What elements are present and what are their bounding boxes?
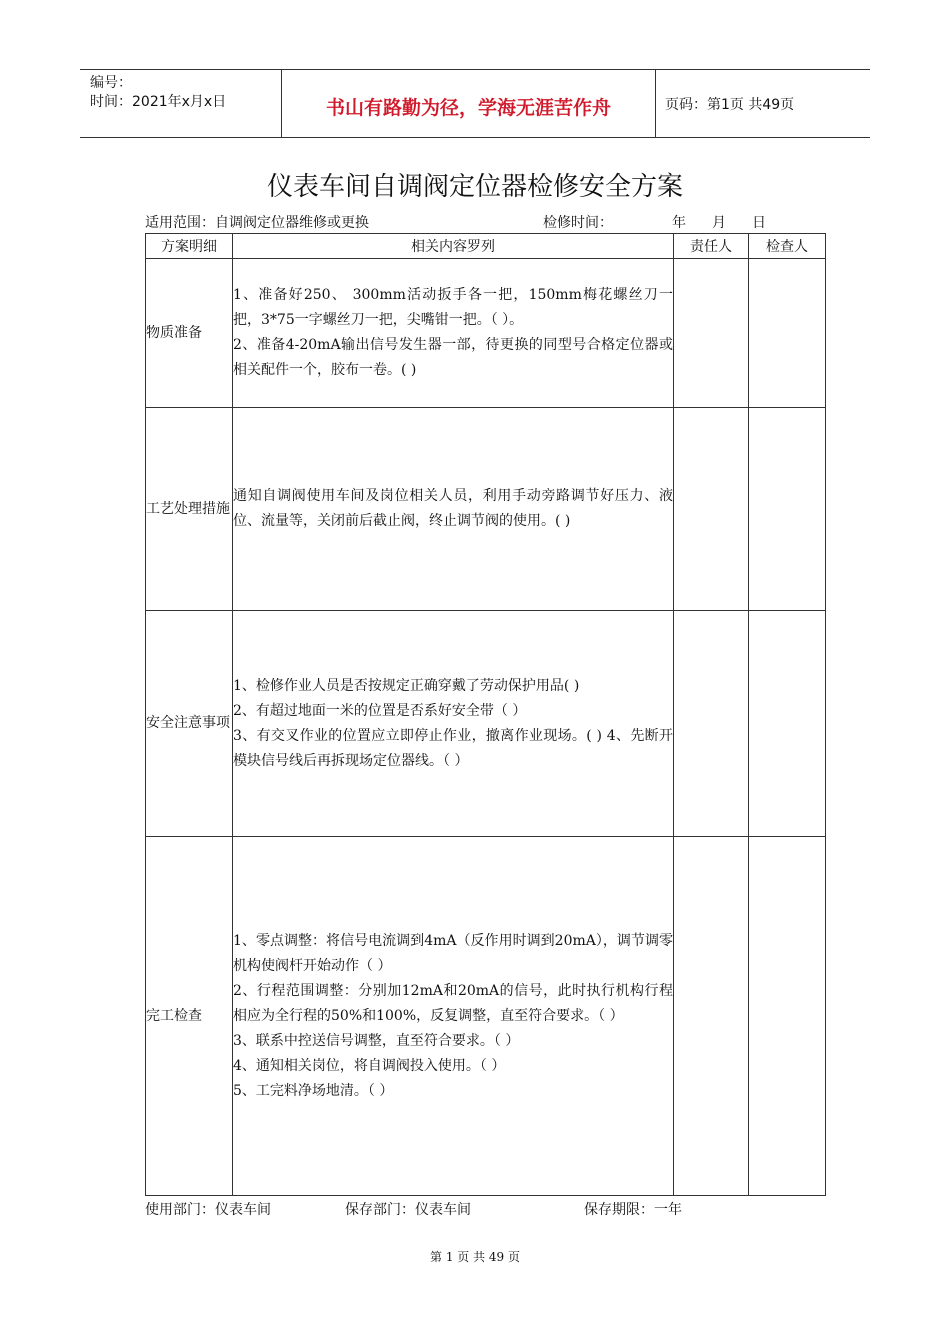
plan-table	[145, 233, 826, 1196]
table-header-row	[146, 234, 826, 259]
table-row	[146, 408, 826, 611]
inspection-time-label: 检修时间：	[543, 215, 613, 231]
row-category: 物质准备	[146, 259, 233, 408]
using-department: 使用部门：仪表车间	[145, 1202, 271, 1218]
day-label: 日	[752, 215, 766, 231]
month-label: 月	[712, 215, 726, 231]
content-line: 通知自调阀使用车间及岗位相关人员，利用手动旁路调节好压力、液位、流量等，关闭前后截止阀，终止调节阀的使用。( )	[233, 488, 673, 529]
time-label: 时间：2021年x月x日	[90, 94, 227, 110]
responsible-cell	[674, 259, 749, 408]
content-line: 5、工完料净场地清。（ ）	[233, 1082, 394, 1099]
responsible-cell	[674, 611, 749, 837]
responsible-cell	[674, 408, 749, 611]
content-line: 4、通知相关岗位，将自调阀投入使用。（ ）	[233, 1057, 506, 1074]
responsible-cell	[674, 837, 749, 1196]
keeping-department: 保存部门：仪表车间	[345, 1202, 471, 1218]
scope-label: 适用范围：自调阀定位器维修或更换	[145, 215, 369, 231]
content-line: 1、零点调整：将信号电流调到4mA（反作用时调到20mA），调节调零机构使阀杆开始动作（ ）	[233, 932, 673, 974]
inspector-cell	[749, 408, 826, 611]
row-content	[233, 408, 674, 611]
header-responsible: 责任人	[674, 234, 749, 259]
row-category: 完工检查	[146, 837, 233, 1196]
content-line: 1、准备好250、 300mm活动扳手各一把，150mm梅花螺丝刀一把，3*75一字螺丝刀一把，尖嘴钳一把。（ ）。	[233, 287, 673, 328]
row-category: 安全注意事项	[146, 611, 233, 837]
inspector-cell	[749, 611, 826, 837]
table-row	[146, 837, 826, 1196]
page-title: 仪表车间自调阀定位器检修安全方案	[266, 172, 683, 202]
header-inspector: 检查人	[749, 234, 826, 259]
document-header	[80, 69, 870, 138]
table-row	[146, 611, 826, 837]
header-category: 方案明细	[146, 234, 233, 259]
motto: 书山有路勤为径，学海无涯苦作舟	[325, 97, 611, 119]
row-category: 工艺处理措施	[146, 408, 233, 611]
header-right-cell	[655, 70, 870, 137]
content-line: 3、有交叉作业的位置应立即停止作业，撤离作业现场。( ) 4、先断开模块信号线后再拆现场定位器线。（ ）	[233, 727, 673, 769]
year-label: 年	[672, 215, 686, 231]
inspector-cell	[749, 259, 826, 408]
table-row	[146, 259, 826, 408]
content-line: 2、行程范围调整：分别加12mA和20mA的信号，此时执行机构行程相应为全行程的50%和100%，反复调整，直至符合要求。（ ）	[233, 982, 673, 1024]
content-line: 1、检修作业人员是否按规定正确穿戴了劳动保护用品( )	[233, 677, 580, 694]
row-content	[233, 837, 674, 1196]
header-content: 相关内容罗列	[233, 234, 674, 259]
row-content	[233, 611, 674, 837]
content-line: 2、准备4-20mA输出信号发生器一部，待更换的同型号合格定位器或相关配件一个，胶布一卷。( )	[233, 337, 673, 378]
content-line: 2、有超过地面一米的位置是否系好安全带（ ）	[233, 702, 527, 719]
keeping-period: 保存期限：一年	[584, 1202, 682, 1218]
header-left-cell	[80, 70, 281, 137]
page-info: 页码：第1页 共49页	[665, 97, 795, 113]
number-label: 编号：	[90, 75, 132, 91]
inspector-cell	[749, 837, 826, 1196]
content-line: 3、联系中控送信号调整，直至符合要求。（ ）	[233, 1032, 520, 1049]
row-content	[233, 259, 674, 408]
page-number: 第 1 页 共 49 页	[430, 1250, 520, 1264]
header-center-cell	[281, 70, 656, 137]
